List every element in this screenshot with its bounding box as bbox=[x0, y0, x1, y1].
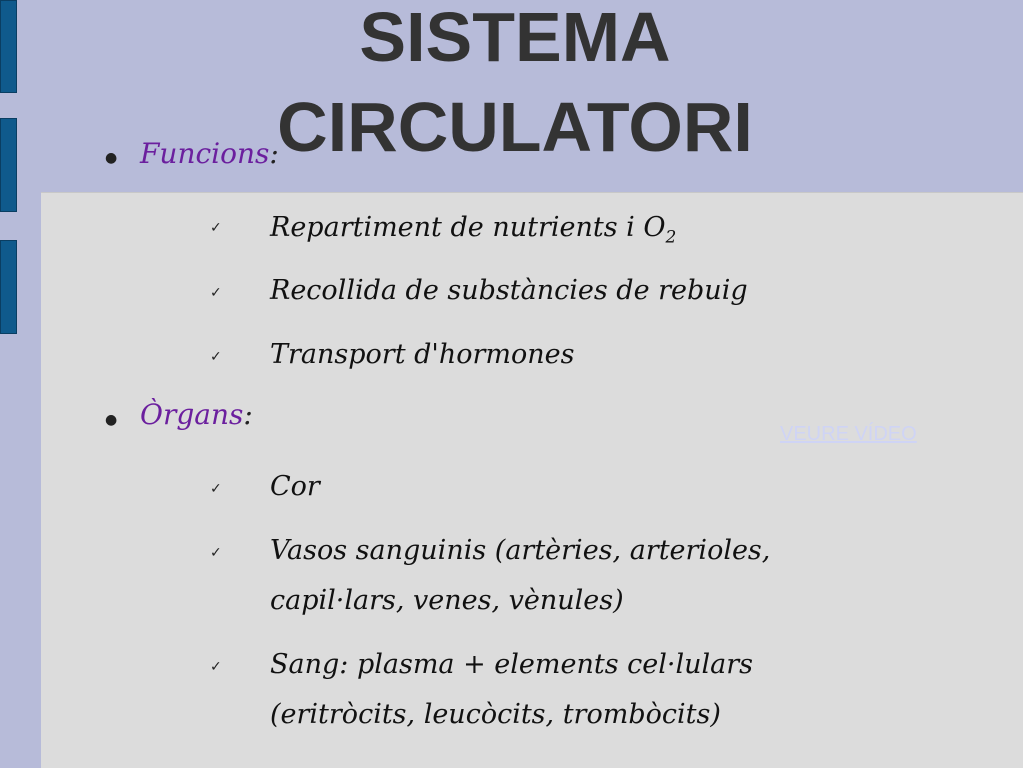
list-item-subscript: 2 bbox=[665, 227, 677, 248]
list-item-text: Repartiment de nutrients i O bbox=[270, 212, 666, 243]
list-item bbox=[270, 203, 810, 262]
checkmark-icon: ✓ bbox=[210, 285, 222, 301]
circle-bullet-icon: ● bbox=[105, 150, 118, 166]
section-heading-organs bbox=[140, 398, 253, 431]
title-line-2: CIRCULATORI bbox=[277, 88, 753, 166]
checkmark-icon: ✓ bbox=[210, 349, 222, 365]
section-heading-label: Funcions bbox=[140, 137, 270, 170]
list-item: Vasos sanguinis (artèries, arterioles, capil·lars, venes, vènules) bbox=[270, 535, 771, 616]
video-link[interactable]: VEURE VÍDEO bbox=[780, 423, 917, 445]
list-item: Sang: plasma + elements cel·lulars (eritròcits, leucòcits, trombòcits) bbox=[270, 649, 753, 730]
section-heading-colon: : bbox=[269, 137, 279, 170]
decorative-bar-2 bbox=[0, 118, 17, 212]
circle-bullet-icon: ● bbox=[105, 412, 118, 428]
title-line-1: SISTEMA bbox=[359, 0, 671, 76]
checkmark-icon: ✓ bbox=[210, 220, 222, 236]
decorative-bar-3 bbox=[0, 240, 17, 334]
checkmark-icon: ✓ bbox=[210, 659, 222, 675]
list-item: Transport d'hormones bbox=[270, 339, 575, 370]
decorative-bar-1 bbox=[0, 0, 17, 93]
checkmark-icon: ✓ bbox=[210, 545, 222, 561]
checkmark-icon: ✓ bbox=[210, 481, 222, 497]
list-item: Recollida de substàncies de rebuig bbox=[270, 275, 748, 306]
section-heading-colon: : bbox=[243, 398, 253, 431]
list-item: Cor bbox=[270, 471, 320, 502]
section-heading-label: Òrgans bbox=[140, 398, 244, 431]
slide-title bbox=[200, 0, 830, 172]
